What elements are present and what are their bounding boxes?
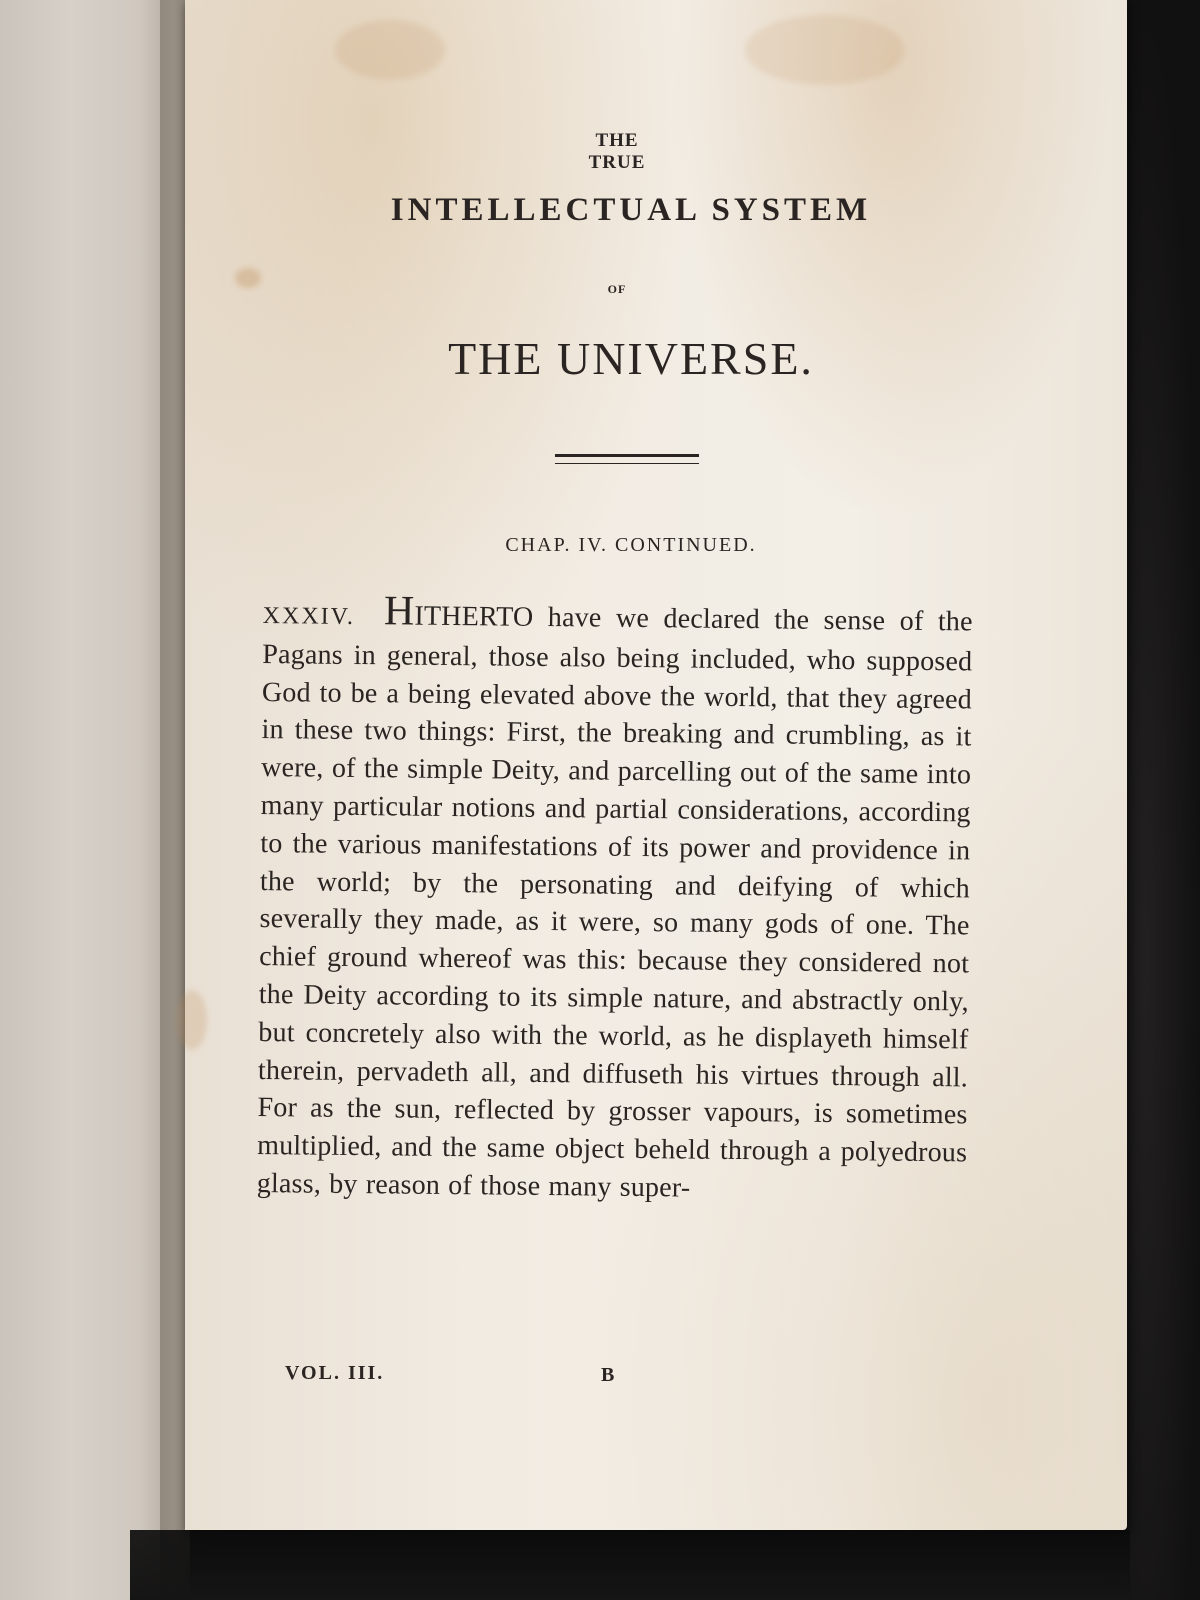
body-paragraph (256, 588, 973, 1210)
foxing-spot (235, 268, 261, 288)
volume-signature: VOL. III. (285, 1362, 385, 1384)
show-through-text (315, 18, 995, 44)
page-edge-shadow (130, 1530, 1130, 1600)
book-title: INTELLECTUAL SYSTEM (390, 192, 872, 228)
book-subject: THE UNIVERSE. (448, 333, 814, 384)
chapter-heading: CHAP. IV. CONTINUED. (505, 534, 757, 556)
title-rule (555, 454, 699, 464)
drop-cap: H (383, 588, 415, 635)
title-connector: OF (607, 282, 627, 296)
gathering-signature: B (601, 1364, 615, 1386)
paragraph-text: have we declared the sense of the Pagans in general, those also being included, who supposed God to be a being elevated above the world, that they agreed in these two things: First, the breaking and crumbling, as it were, of the simple Deity, and parcelling out of the same into many particular notions and partial considerations, according to the various manifestations of its power and providence in the world; by the personating and deifying of which severally they made, as it were, so many gods of one. The chief ground whereof was this: because they considered not the Deity according to its simple nature, and abstractly only, but concretely also with the world, as he displayeth himself therein, pervadeth all, and diffuseth his virtues through all. For as the sun, reflected by grosser vapours, is sometimes multiplied, and the same object beheld through a polyedrous glass, by reason of those many super- (256, 601, 973, 1204)
section-number: XXXIV. (262, 602, 356, 630)
pre-title: THE TRUE (588, 130, 646, 173)
foxing-spot (177, 990, 207, 1050)
book-page (185, 0, 1127, 1530)
first-word: ITHERTO (414, 600, 534, 633)
